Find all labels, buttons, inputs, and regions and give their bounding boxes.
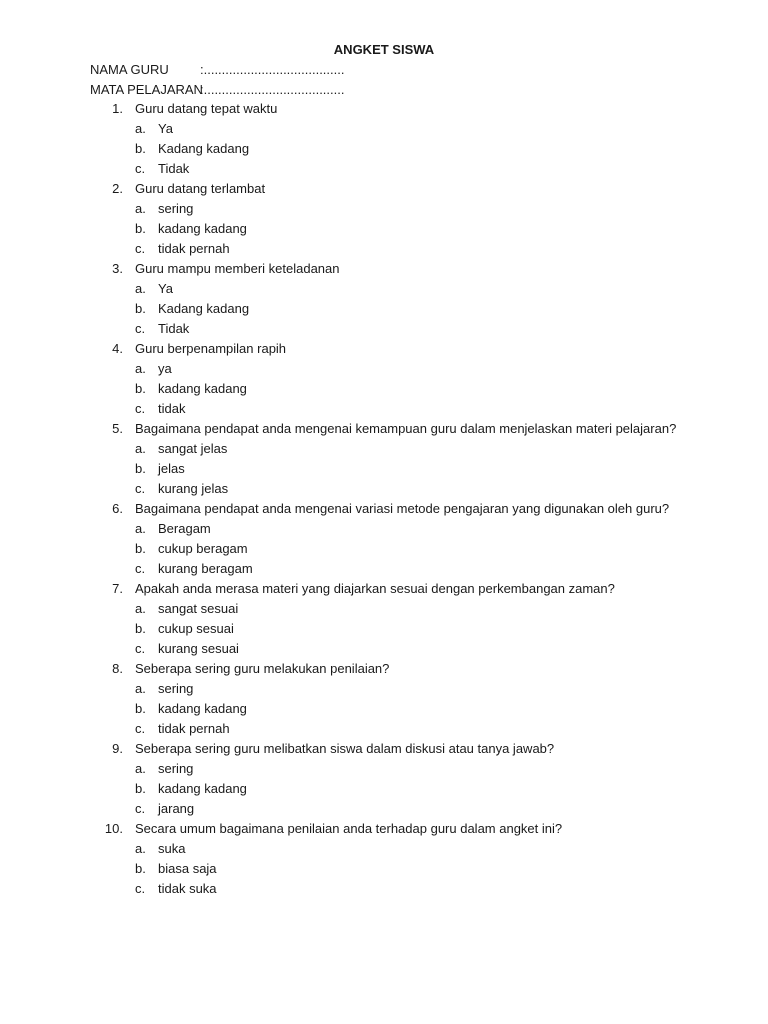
answer-option (0, 279, 768, 299)
question-line (0, 659, 768, 679)
field-value: :....................................... (200, 82, 345, 97)
option-letter: a. (135, 601, 146, 616)
answer-option (0, 559, 768, 579)
option-text: sering (158, 761, 194, 776)
question-number: 7. (112, 581, 123, 596)
option-letter: a. (135, 361, 146, 376)
option-text: Kadang kadang (158, 141, 250, 156)
answer-option (0, 379, 768, 399)
answer-option (0, 439, 768, 459)
option-text: jarang (158, 801, 195, 816)
answer-option (0, 139, 768, 159)
question-number: 8. (112, 661, 123, 676)
question-number: 2. (112, 181, 123, 196)
option-letter: a. (135, 841, 146, 856)
option-letter: b. (135, 861, 146, 876)
question-item (0, 819, 768, 899)
option-text: kadang kadang (158, 221, 247, 236)
option-letter: b. (135, 781, 146, 796)
question-text: Guru berpenampilan rapih (135, 341, 287, 356)
option-text: sering (158, 681, 194, 696)
option-letter: b. (135, 621, 146, 636)
question-text: Bagaimana pendapat anda mengenai kemampuan guru dalam menjelaskan materi pelajaran? (135, 421, 677, 436)
option-letter: b. (135, 141, 146, 156)
answer-option (0, 639, 768, 659)
answer-option (0, 539, 768, 559)
option-letter: b. (135, 221, 146, 236)
option-text: cukup sesuai (158, 621, 234, 636)
option-text: tidak pernah (158, 241, 230, 256)
option-letter: c. (135, 401, 146, 416)
answer-option (0, 699, 768, 719)
question-line (0, 499, 768, 519)
answer-option (0, 359, 768, 379)
option-text: tidak (158, 401, 186, 416)
option-letter: b. (135, 541, 146, 556)
option-letter: a. (135, 121, 146, 136)
option-text: Kadang kadang (158, 301, 250, 316)
option-text: kurang beragam (158, 561, 253, 576)
question-item (0, 659, 768, 739)
option-text: jelas (158, 461, 185, 476)
question-item (0, 179, 768, 259)
option-text: kadang kadang (158, 701, 247, 716)
option-letter: a. (135, 521, 146, 536)
answer-option (0, 119, 768, 139)
field-label: MATA PELAJARAN (90, 82, 203, 97)
question-text: Secara umum bagaimana penilaian anda terhadap guru dalam angket ini? (135, 821, 563, 836)
option-text: kurang jelas (158, 481, 229, 496)
question-item (0, 339, 768, 419)
question-text: Guru mampu memberi keteladanan (135, 261, 340, 276)
answer-option (0, 519, 768, 539)
option-text: Ya (158, 121, 173, 136)
answer-option (0, 459, 768, 479)
option-letter: c. (135, 321, 146, 336)
question-number: 5. (112, 421, 123, 436)
option-text: sering (158, 201, 194, 216)
answer-option (0, 839, 768, 859)
question-item (0, 99, 768, 179)
field-label: NAMA GURU (90, 62, 169, 77)
answer-option (0, 679, 768, 699)
answer-option (0, 319, 768, 339)
answer-option (0, 239, 768, 259)
question-number: 3. (112, 261, 123, 276)
question-item (0, 579, 768, 659)
option-text: Tidak (158, 321, 190, 336)
question-text: Seberapa sering guru melakukan penilaian? (135, 661, 390, 676)
option-letter: b. (135, 461, 146, 476)
option-letter: a. (135, 201, 146, 216)
question-number: 1. (112, 101, 123, 116)
option-text: cukup beragam (158, 541, 248, 556)
option-text: kurang sesuai (158, 641, 239, 656)
option-text: suka (158, 841, 186, 856)
option-letter: a. (135, 761, 146, 776)
option-letter: c. (135, 161, 146, 176)
option-text: ya (158, 361, 172, 376)
question-number: 9. (112, 741, 123, 756)
answer-option (0, 399, 768, 419)
question-text: Guru datang terlambat (135, 181, 266, 196)
question-line (0, 579, 768, 599)
option-letter: c. (135, 721, 146, 736)
option-letter: c. (135, 641, 146, 656)
answer-option (0, 159, 768, 179)
option-text: kadang kadang (158, 381, 247, 396)
option-letter: a. (135, 281, 146, 296)
question-number: 4. (112, 341, 123, 356)
question-number: 6. (112, 501, 123, 516)
option-letter: c. (135, 801, 146, 816)
field-mata-pelajaran (90, 80, 344, 100)
option-letter: b. (135, 301, 146, 316)
document-title: ANGKET SISWA (333, 42, 435, 57)
option-letter: c. (135, 881, 146, 896)
question-text: Seberapa sering guru melibatkan siswa dalam diskusi atau tanya jawab? (135, 741, 555, 756)
option-text: tidak pernah (158, 721, 230, 736)
question-line (0, 99, 768, 119)
field-value: :....................................... (200, 62, 345, 77)
option-letter: c. (135, 241, 146, 256)
answer-option (0, 619, 768, 639)
question-line (0, 419, 768, 439)
question-number: 10. (104, 821, 123, 836)
question-text: Apakah anda merasa materi yang diajarkan sesuai dengan perkembangan zaman? (135, 581, 615, 596)
option-text: Beragam (158, 521, 211, 536)
option-letter: a. (135, 681, 146, 696)
answer-option (0, 599, 768, 619)
question-list (0, 99, 768, 899)
option-text: sangat jelas (158, 441, 228, 456)
option-letter: a. (135, 441, 146, 456)
answer-option (0, 299, 768, 319)
question-text: Guru datang tepat waktu (135, 101, 278, 116)
question-line (0, 739, 768, 759)
question-item (0, 259, 768, 339)
option-text: Ya (158, 281, 173, 296)
answer-option (0, 879, 768, 899)
question-text: Bagaimana pendapat anda mengenai variasi metode pengajaran yang digunakan oleh guru? (135, 501, 670, 516)
answer-option (0, 759, 768, 779)
question-item (0, 499, 768, 579)
field-nama-guru (90, 60, 344, 80)
question-item (0, 419, 768, 499)
option-letter: c. (135, 561, 146, 576)
option-text: Tidak (158, 161, 190, 176)
option-text: kadang kadang (158, 781, 247, 796)
question-line (0, 819, 768, 839)
answer-option (0, 779, 768, 799)
answer-option (0, 219, 768, 239)
option-letter: c. (135, 481, 146, 496)
option-text: tidak suka (158, 881, 217, 896)
answer-option (0, 799, 768, 819)
option-letter: b. (135, 381, 146, 396)
option-text: sangat sesuai (158, 601, 239, 616)
answer-option (0, 859, 768, 879)
option-letter: b. (135, 701, 146, 716)
question-line (0, 179, 768, 199)
question-item (0, 739, 768, 819)
option-text: biasa saja (158, 861, 217, 876)
answer-option (0, 479, 768, 499)
question-line (0, 339, 768, 359)
answer-option (0, 719, 768, 739)
answer-option (0, 199, 768, 219)
question-line (0, 259, 768, 279)
